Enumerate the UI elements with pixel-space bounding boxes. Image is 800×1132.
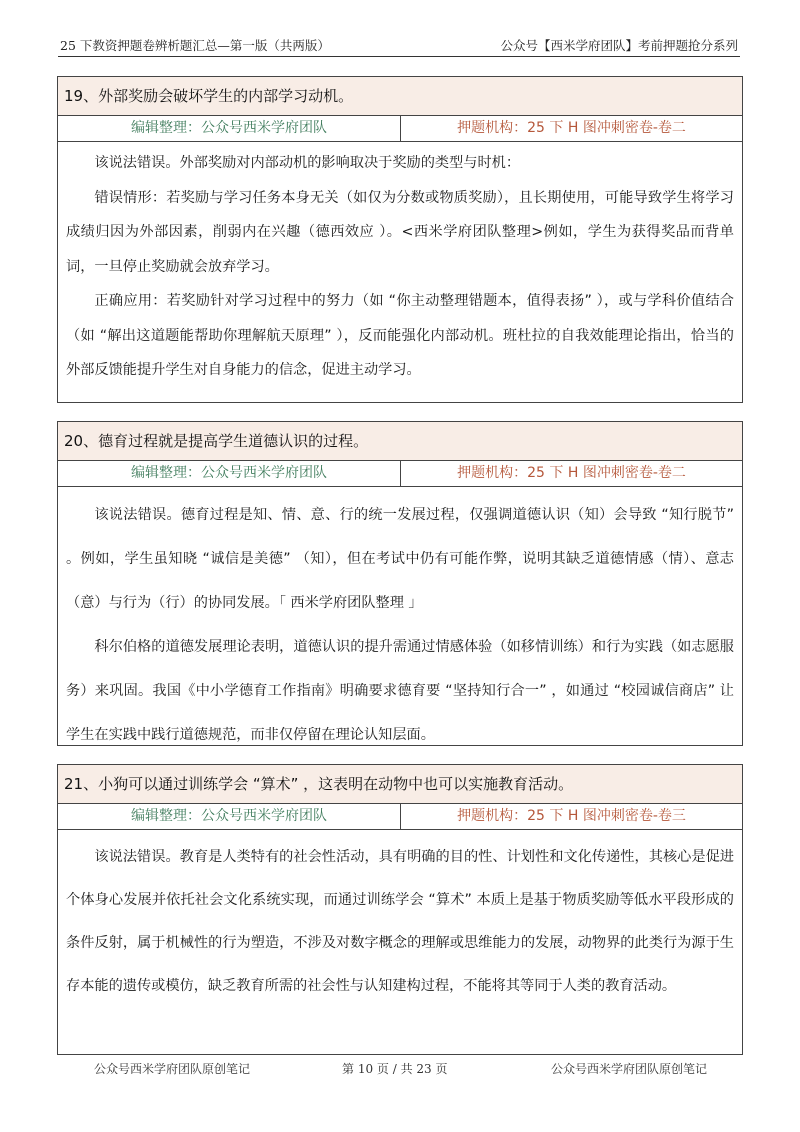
header-left-title: 25 下教资押题卷辨析题汇总—第一版（共两版） bbox=[60, 38, 330, 53]
question-card-20 bbox=[57, 421, 743, 746]
footer-left: 公众号西米学府团队原创笔记 bbox=[94, 1062, 251, 1076]
answer-paragraph: 该说法错误。外部奖励对内部动机的影响取决于奖励的类型与时机： bbox=[94, 155, 521, 171]
meta-row bbox=[58, 461, 742, 487]
meta-row bbox=[58, 804, 742, 830]
meta-row bbox=[58, 116, 742, 142]
source-org: 押题机构：25 下 H 图冲刺密卷-卷三 bbox=[457, 808, 686, 824]
header-right-title: 公众号【西米学府团队】考前押题抢分系列 bbox=[500, 38, 738, 53]
page-header bbox=[58, 34, 740, 57]
editor-credit: 编辑整理：公众号西米学府团队 bbox=[58, 116, 401, 141]
question-card-19 bbox=[57, 76, 743, 403]
answer-body bbox=[58, 142, 742, 402]
question-title: 21、小狗可以通过训练学会 “算术” ，这表明在动物中也可以实施教育活动。 bbox=[58, 765, 742, 804]
answer-body bbox=[58, 830, 742, 1054]
question-title: 20、德育过程就是提高学生道德认识的过程。 bbox=[58, 422, 742, 461]
answer-paragraph: 该说法错误。德育过程是知、情、意、行的统一发展过程，仅强调道德认识（知）会导致 “知行脱节” 。例如，学生虽知晓 “诚信是美德” （知），但在考试中仍有可能作弊，说明其缺乏道德情感（情）、意志（意）与行为（行）的协同发展。「 西米学府团队整理 」 bbox=[66, 507, 734, 611]
page-footer bbox=[0, 1060, 800, 1080]
question-title: 19、外部奖励会破坏学生的内部学习动机。 bbox=[58, 77, 742, 116]
answer-paragraph: 该说法错误。教育是人类特有的社会性活动，具有明确的目的性、计划性和文化传递性，其核心是促进个体身心发展并依托社会文化系统实现，而通过训练学会 “算术” 本质上是基于物质奖励等低水平段形成的条件反射，属于机械性的行为塑造，不涉及对数字概念的理解或思维能力的发展，动物界的此类行为源于生存本能的遗传或模仿，缺乏教育所需的社会性与认知建构过程，不能将其等同于人类的教育活动。 bbox=[66, 849, 734, 994]
answer-paragraph: 科尔伯格的道德发展理论表明，道德认识的提升需通过情感体验（如移情训练）和行为实践（如志愿服务）来巩固。我国《中小学德育工作指南》明确要求德育要 “坚持知行合一” ，如通过 “校园诚信商店” 让学生在实践中践行道德规范，而非仅停留在理论认知层面。 bbox=[66, 639, 734, 743]
footer-right: 公众号西米学府团队原创笔记 bbox=[551, 1062, 708, 1076]
answer-body bbox=[58, 487, 742, 745]
source-org: 押题机构：25 下 H 图冲刺密卷-卷二 bbox=[457, 120, 686, 136]
question-card-21 bbox=[57, 764, 743, 1055]
editor-credit: 编辑整理：公众号西米学府团队 bbox=[58, 461, 401, 486]
editor-credit: 编辑整理：公众号西米学府团队 bbox=[58, 804, 401, 829]
answer-paragraph: 错误情形：若奖励与学习任务本身无关（如仅为分数或物质奖励），且长期使用，可能导致学生将学习成绩归因为外部因素，削弱内在兴趣（德西效应 ）。<西米学府团队整理>例如，学生为获得奖品而背单词，一旦停止奖励就会放弃学习。 bbox=[66, 189, 734, 275]
answer-paragraph: 正确应用：若奖励针对学习过程中的努力（如 “你主动整理错题本，值得表扬” ），或与学科价值结合（如 “解出这道题能帮助你理解航天原理” ），反而能强化内部动机。班杜拉的自我效能理论指出，恰当的外部反馈能提升学生对自身能力的信念，促进主动学习。 bbox=[66, 293, 734, 378]
source-org: 押题机构：25 下 H 图冲刺密卷-卷二 bbox=[457, 465, 686, 481]
page-number: 第 10 页 / 共 23 页 bbox=[342, 1062, 448, 1076]
